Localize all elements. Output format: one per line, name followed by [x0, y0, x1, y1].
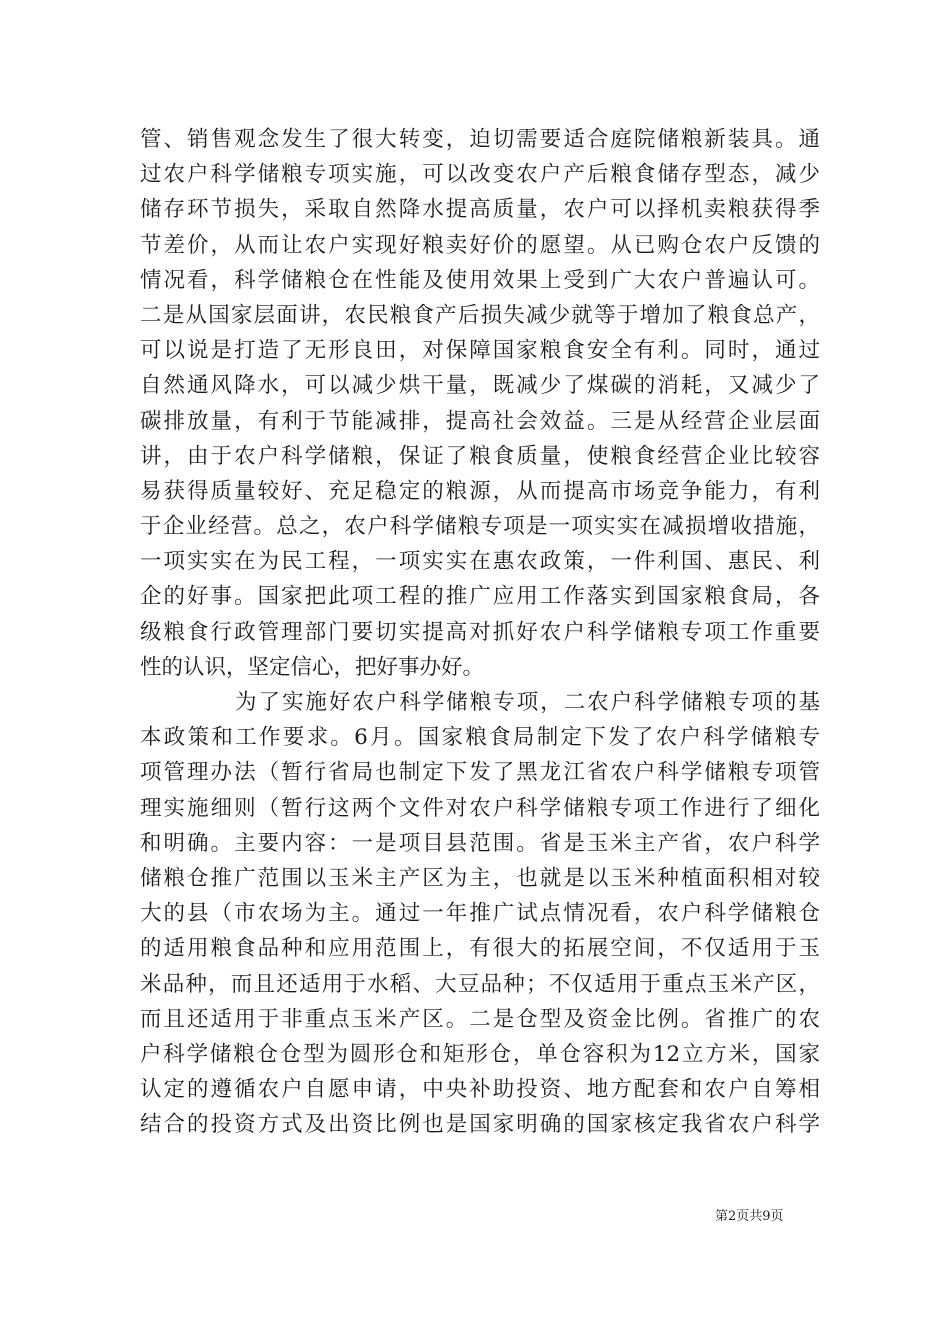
text-line: 节差价，从而让农户实现好粮卖好价的愿望。从已购仓农户反馈的: [140, 232, 820, 258]
text-line: 为了实施好农户科学储粮专项，二农户科学储粮专项的基: [235, 690, 820, 715]
text-line: 大的县（市农场为主。通过一年推广试点情况看，农户科学储粮仓: [140, 901, 820, 927]
text-line: 讲，由于农户科学储粮，保证了粮食质量，使粮食经营企业比较容: [140, 443, 820, 469]
text-line: 企的好事。国家把此项工程的推广应用工作落实到国家粮食局，各: [140, 584, 820, 610]
text-line: 易获得质量较好、充足稳定的粮源，从而提高市场竞争能力，有利: [140, 478, 820, 504]
text-line: 和明确。主要内容：一是项目县范围。省是玉米主产省，农户科学: [140, 830, 820, 856]
text-line: 户科学储粮仓仓型为圆形仓和矩形仓，单仓容积为12立方米，国家: [140, 1041, 820, 1067]
text-line: 自然通风降水，可以减少烘干量，既减少了煤碳的消耗，又减少了: [140, 373, 820, 399]
page-number-footer: 第2页共9页: [715, 1209, 784, 1224]
text-line: 认定的遵循农户自愿申请，中央补助投资、地方配套和农户自筹相: [140, 1077, 820, 1103]
text-line: 碳排放量，有利于节能减排，提高社会效益。三是从经营企业层面: [140, 408, 820, 434]
text-line: 项管理办法（暂行省局也制定下发了黑龙江省农户科学储粮专项管: [140, 760, 820, 786]
text-line: 管、销售观念发生了很大转变，迫切需要适合庭院储粮新装具。通: [140, 127, 820, 152]
text-line: 于企业经营。总之，农户科学储粮专项是一项实实在减损增收措施，: [140, 514, 820, 540]
text-line: 级粮食行政管理部门要切实提高对抓好农户科学储粮专项工作重要: [140, 619, 820, 645]
text-line: 储粮仓推广范围以玉米主产区为主，也就是以玉米种植面积相对较: [140, 865, 820, 891]
text-line: 而且还适用于非重点玉米产区。二是仓型及资金比例。省推广的农: [140, 1006, 820, 1032]
text-line: 性的认识，坚定信心，把好事办好。: [140, 654, 485, 680]
text-line: 理实施细则（暂行这两个文件对农户科学储粮专项工作进行了细化: [140, 795, 820, 821]
text-line: 储存环节损失，采取自然降水提高质量，农户可以择机卖粮获得季: [140, 197, 820, 223]
text-line: 过农户科学储粮专项实施，可以改变农户产后粮食储存型态，减少: [140, 162, 820, 188]
text-line: 可以说是打造了无形良田，对保障国家粮食安全有利。同时，通过: [140, 338, 820, 364]
body-text: [140, 122, 820, 1142]
text-line: 二是从国家层面讲，农民粮食产后损失减少就等于增加了粮食总产，: [140, 302, 820, 328]
text-line: 的适用粮食品种和应用范围上，有很大的拓展空间，不仅适用于玉: [140, 936, 820, 962]
text-line: 本政策和工作要求。6月。国家粮食局制定下发了农户科学储粮专: [140, 725, 820, 751]
text-line: 情况看，科学储粮仓在性能及使用效果上受到广大农户普遍认可。: [140, 267, 820, 293]
text-line: 一项实实在为民工程，一项实实在惠农政策，一件利国、惠民、利: [140, 549, 820, 575]
text-line: 米品种，而且还适用于水稻、大豆品种；不仅适用于重点玉米产区，: [140, 971, 820, 997]
text-line: 结合的投资方式及出资比例也是国家明确的国家核定我省农户科学: [140, 1112, 820, 1138]
